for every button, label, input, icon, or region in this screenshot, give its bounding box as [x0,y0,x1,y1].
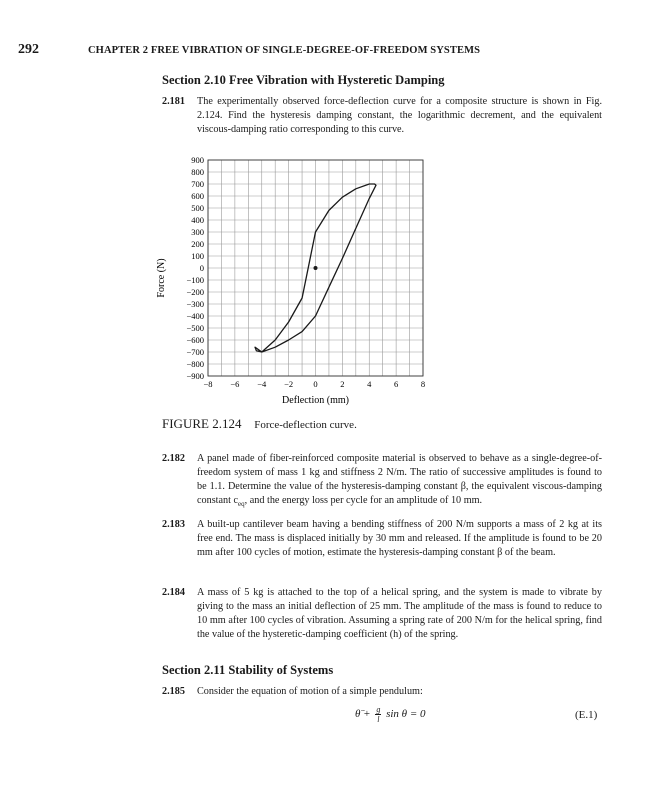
equation-rhs: sin θ = 0 [386,708,426,721]
x-tick-label: 4 [367,379,372,389]
y-tick-label: 700 [191,179,204,189]
figure-label: FIGURE 2.124 [162,416,242,431]
equation-number: (E.1) [575,709,598,721]
figure-caption-text: Force-deflection curve. [254,419,357,431]
section-heading-2-11: Section 2.11 Stability of Systems [162,663,334,677]
page-header [18,44,628,62]
page-number: 292 [18,42,39,57]
force-deflection-chart [150,150,440,415]
x-tick-label: 8 [420,379,426,389]
y-tick-label: −300 [186,299,204,309]
problem-text-part: A panel made of fiber-reinforced composite material is observed to behave as a single-degree-of-freedom system of mass 1 kg and stiffness 2 N/m. The ratio of successive amplitudes is found to be 1.1. Determine the value of the hysteresis-damping constant β, the equivalent viscous-damping constant c [197,453,602,506]
y-tick-label: 500 [191,203,204,213]
problem-number: 2.181 [162,96,185,107]
y-axis-label: Force (N) [156,258,167,298]
x-tick-label: −6 [230,379,240,389]
y-tick-label: −100 [186,275,204,285]
x-tick-label: 6 [394,379,399,389]
y-tick-label: −600 [186,335,204,345]
y-tick-label: 600 [191,191,204,201]
chart-ticks [186,155,425,389]
problem-text: The experimentally observed force-deflection curve for a composite structure is shown in Fig. 2.124. Find the hysteresis damping constant, the logarithmic decrement, and the equivalent viscous-damping ratio corresponding to this curve. [197,96,602,135]
problem-text: A mass of 5 kg is attached to the top of a helical spring, and the system is made to vibrate by giving to the mass an initial deflection of 25 mm. The amplitude of the mass is found to reduce to 10 mm after 100 cycles of vibration. Assuming a spring rate of 200 N/m for the helical spring, find the value of the hysteretic-damping coefficient (h) of the spring. [197,587,602,640]
y-tick-label: 400 [191,215,204,225]
problem-2-184 [162,586,602,642]
problem-2-183 [162,518,602,560]
y-tick-label: 300 [191,227,204,237]
equation-lhs: θ̈ + [355,708,371,721]
problem-text: A built-up cantilever beam having a bending stiffness of 200 N/m supports a mass of 2 kg at its free end. The mass is displaced initially by 30 mm and released. If the amplitude is found to be 20 mm after 100 cycles of motion, estimate the hysteresis-damping constant β of the beam. [197,519,602,558]
y-tick-label: −700 [186,347,204,357]
origin-marker-point [314,266,318,270]
x-tick-label: 0 [313,379,318,389]
problem-text [197,452,602,511]
problem-2-181 [162,95,602,137]
x-tick-label: −2 [284,379,294,389]
y-tick-label: −400 [186,311,204,321]
x-tick-label: −8 [203,379,213,389]
y-tick-label: −900 [186,371,204,381]
problem-number: 2.184 [162,587,185,598]
x-axis-label: Deflection (mm) [282,395,349,406]
x-tick-label: 2 [340,379,345,389]
problem-2-185 [162,685,602,699]
chapter-title: CHAPTER 2 FREE VIBRATION OF SINGLE-DEGREE-OF-FREEDOM SYSTEMS [88,45,481,56]
y-tick-label: −500 [186,323,204,333]
y-tick-label: 0 [199,263,204,273]
problem-text-part: , and the energy loss per cycle for an amplitude of 10 mm. [244,495,483,506]
x-tick-label: −4 [257,379,267,389]
section-heading-2-10: Section 2.10 Free Vibration with Hysteretic Damping [162,73,445,87]
y-tick-label: −200 [186,287,204,297]
fraction-numerator: g [376,705,381,714]
problem-number: 2.185 [162,686,185,697]
problem-number: 2.183 [162,519,185,530]
problem-text: Consider the equation of motion of a simple pendulum: [197,686,423,697]
y-tick-label: 100 [191,251,204,261]
figure-caption [162,416,357,432]
pendulum-equation [355,705,426,724]
fraction-denominator: l [377,715,380,724]
y-tick-label: −800 [186,359,204,369]
problem-2-182 [162,452,602,511]
problem-number: 2.182 [162,453,185,464]
y-tick-label: 800 [191,167,204,177]
y-tick-label: 900 [191,155,204,165]
y-tick-label: 200 [191,239,204,249]
subscript-eq: eq [238,500,245,509]
equation-fraction [375,705,381,724]
